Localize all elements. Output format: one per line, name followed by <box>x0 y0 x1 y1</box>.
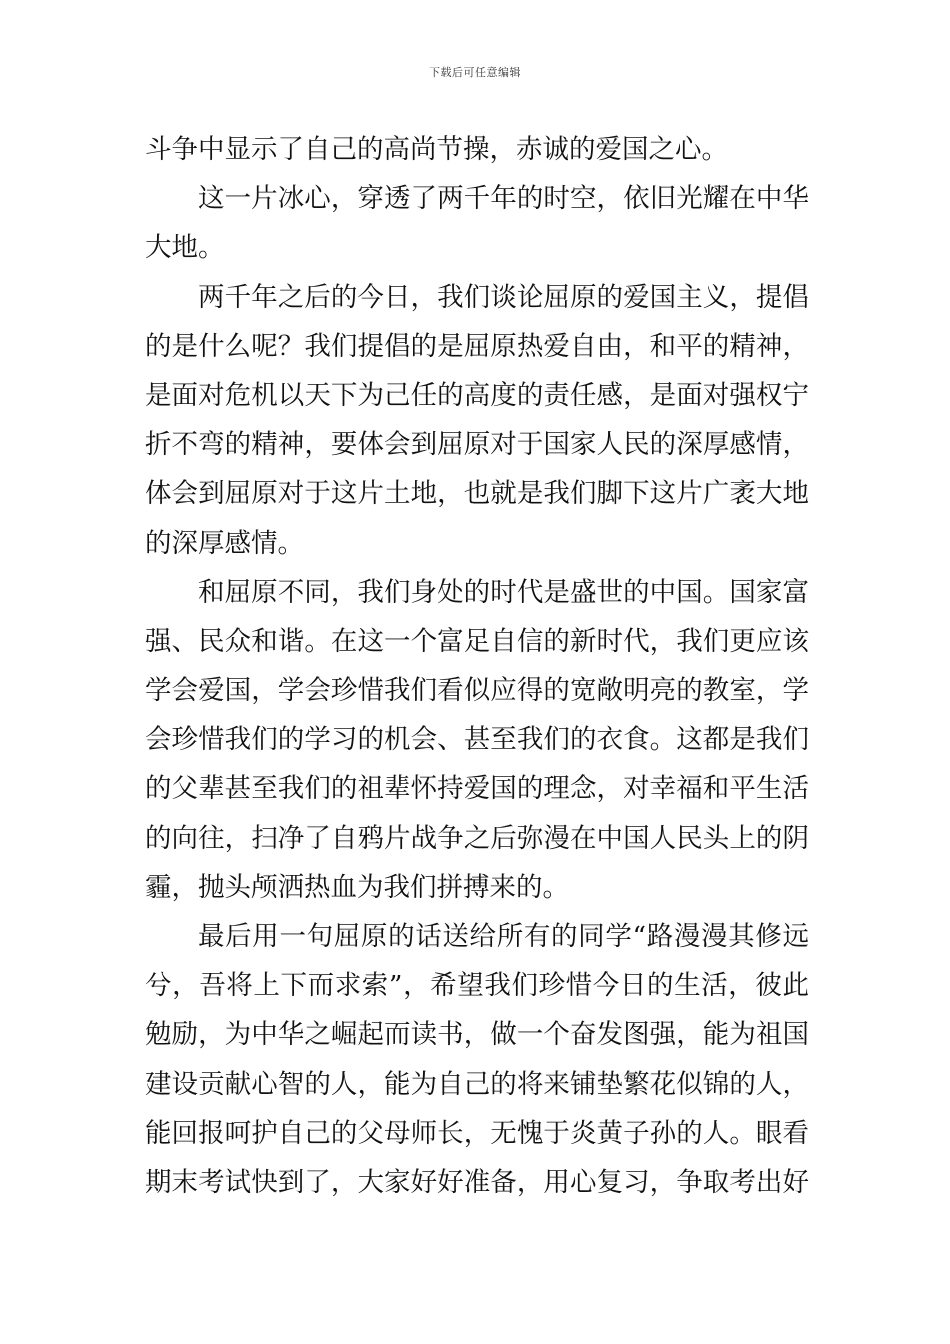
text-line: 霾，抛头颅洒热血为我们拼搏来的。 <box>145 871 569 903</box>
text-line: 是面对危机以天下为己任的高度的责任感，是面对强权宁 <box>145 379 809 411</box>
text-line: 能回报呵护自己的父母师长，无愧于炎黄子孙的人。眼看 <box>145 1117 809 1149</box>
text-line: 的深厚感情。 <box>145 527 304 559</box>
text-line: 强、民众和谐。在这一个富足自信的新时代，我们更应该 <box>145 625 809 657</box>
body-text <box>145 132 809 1214</box>
text-line: 勉励，为中华之崛起而读书，做一个奋发图强，能为祖国 <box>145 1019 809 1051</box>
text-line: 最后用一句屈原的话送给所有的同学“路漫漫其修远 <box>198 921 809 952</box>
text-line: 大地。 <box>145 232 225 264</box>
text-line: 两千年之后的今日，我们谈论屈原的爱国主义，提倡 <box>198 281 809 313</box>
text-line: 折不弯的精神，要体会到屈原对于国家人民的深厚感情， <box>145 429 809 461</box>
text-line: 的向往，扫净了自鸦片战争之后弥漫在中国人民头上的阴 <box>145 822 809 854</box>
text-line: 体会到屈原对于这片土地，也就是我们脚下这片广袤大地 <box>145 478 809 510</box>
text-line: 的是什么呢？我们提倡的是屈原热爱自由，和平的精神， <box>145 330 809 362</box>
text-line: 会珍惜我们的学习的机会、甚至我们的衣食。这都是我们 <box>145 724 809 756</box>
text-line: 和屈原不同，我们身处的时代是盛世的中国。国家富 <box>198 576 809 608</box>
text-line: 兮，吾将上下而求索”，希望我们珍惜今日的生活，彼此 <box>145 970 809 1002</box>
text-line: 期末考试快到了，大家好好准备，用心复习，争取考出好 <box>145 1166 809 1198</box>
text-line: 的父辈甚至我们的祖辈怀持爱国的理念，对幸福和平生活 <box>145 773 809 805</box>
text-line: 建设贡献心智的人，能为自己的将来铺垫繁花似锦的人， <box>145 1068 809 1100</box>
text-line: 这一片冰心，穿透了两千年的时空，依旧光耀在中华 <box>198 183 809 215</box>
page-header: 下载后可任意编辑 <box>429 66 521 79</box>
text-line: 斗争中显示了自己的高尚节操，赤诚的爱国之心。 <box>145 134 728 165</box>
text-line: 学会爱国，学会珍惜我们看似应得的宽敞明亮的教室，学 <box>145 675 809 707</box>
